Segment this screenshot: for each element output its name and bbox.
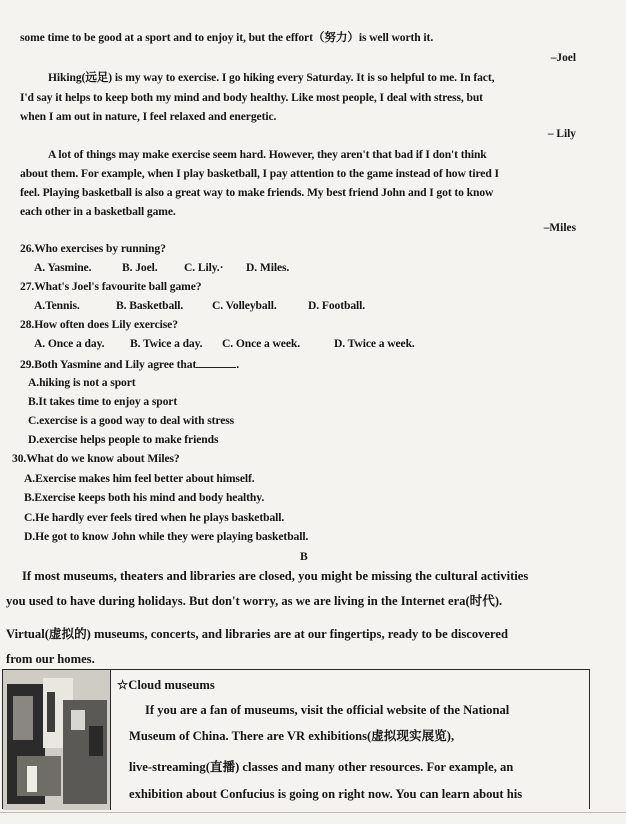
passage-b-line: from our homes. [6, 652, 95, 666]
question-stem-26: 26.Who exercises by running? [20, 242, 166, 255]
option-c[interactable]: C. Once a week. [222, 337, 301, 350]
cloud-museums-text [115, 670, 589, 810]
passage-line: some time to be good at a sport and to enjoy it, but the effort（努力）is well worth it. [20, 31, 434, 44]
passage-line: Hiking(远足) is my way to exercise. I go hiking every Saturday. It is so helpful to me. In fact, [48, 71, 495, 84]
question-stem-29: 29.Both Yasmine and Lily agree that . [20, 358, 240, 371]
option-d[interactable]: D.exercise helps people to make friends [28, 433, 219, 446]
passage-line: each other in a basketball game. [20, 205, 176, 218]
passage-b-line: If most museums, theaters and libraries are closed, you might be missing the cultural activities [22, 569, 529, 583]
option-c[interactable]: C.He hardly ever feels tired when he plays basketball. [24, 511, 285, 524]
signature-lily: – Lily [547, 128, 576, 140]
option-a[interactable]: A. Once a day. [34, 337, 105, 350]
museum-photo-graphic [3, 670, 111, 810]
option-b[interactable]: B.It takes time to enjoy a sport [28, 395, 178, 408]
box-line: live-streaming(直播) classes and many other resources. For example, an [129, 760, 514, 774]
option-b[interactable]: B. Twice a day. [130, 337, 203, 350]
passage-b-line: Virtual(虚拟的) museums, concerts, and libraries are at our fingertips, ready to be discovered [6, 627, 508, 641]
option-a[interactable]: A.Tennis. [34, 299, 80, 312]
passage-line: when I am out in nature, I feel relaxed and energetic. [20, 110, 277, 123]
signature-miles: –Miles [543, 222, 576, 234]
option-c[interactable]: C. Volleyball. [212, 299, 277, 312]
passage-line: feel. Playing basketball is also a great way to make friends. My best friend John and I got to know [20, 186, 494, 199]
option-b[interactable]: B.Exercise keeps both his mind and body healthy. [24, 491, 265, 504]
option-d[interactable]: D. Twice a week. [334, 337, 415, 350]
box-title: ☆Cloud museums [117, 678, 215, 692]
question-stem-29-text: 29.Both Yasmine and Lily agree that [20, 358, 197, 371]
passage-line: about them. For example, when I play basketball, I pay attention to the game instead of how tired I [20, 167, 499, 180]
passage-b-line: you used to have during holidays. But don't worry, as we are living in the Internet era(时代). [6, 594, 503, 608]
option-b[interactable]: B. Basketball. [116, 299, 184, 312]
option-c[interactable]: C. Lily.· [184, 261, 224, 274]
museum-photo [3, 670, 111, 810]
option-a[interactable]: A.hiking is not a sport [28, 376, 136, 389]
option-d[interactable]: D. Football. [308, 299, 366, 312]
option-d[interactable]: D. Miles. [246, 261, 290, 274]
option-a[interactable]: A.Exercise makes him feel better about himself. [24, 472, 255, 485]
box-line: If you are a fan of museums, visit the official website of the National [145, 703, 510, 717]
option-d[interactable]: D.He got to know John while they were playing basketball. [24, 530, 309, 543]
passage-line: A lot of things may make exercise seem hard. However, they aren't that bad if I don't think [48, 148, 487, 161]
option-a[interactable]: A. Yasmine. [34, 261, 92, 274]
passage-line: I'd say it helps to keep both my mind and body healthy. Like most people, I deal with stress, but [20, 91, 483, 104]
answer-blank [196, 357, 236, 368]
section-b-heading: B [300, 550, 308, 563]
question-stem-28: 28.How often does Lily exercise? [20, 318, 178, 331]
question-stem-27: 27.What's Joel's favourite ball game? [20, 280, 202, 293]
question-options-27 [34, 299, 365, 313]
cloud-museums-box [2, 669, 590, 809]
signature-joel: –Joel [550, 52, 576, 64]
option-c[interactable]: C.exercise is a good way to deal with stress [28, 414, 235, 427]
box-line: Museum of China. There are VR exhibitions(虚拟现实展览), [129, 729, 455, 743]
question-options-26 [34, 261, 289, 275]
question-options-28 [34, 337, 415, 351]
page-edge-line [0, 812, 626, 813]
box-line: exhibition about Confucius is going on right now. You can learn about his [129, 787, 523, 801]
question-stem-30: 30.What do we know about Miles? [12, 452, 180, 465]
option-b[interactable]: B. Joel. [122, 261, 158, 274]
